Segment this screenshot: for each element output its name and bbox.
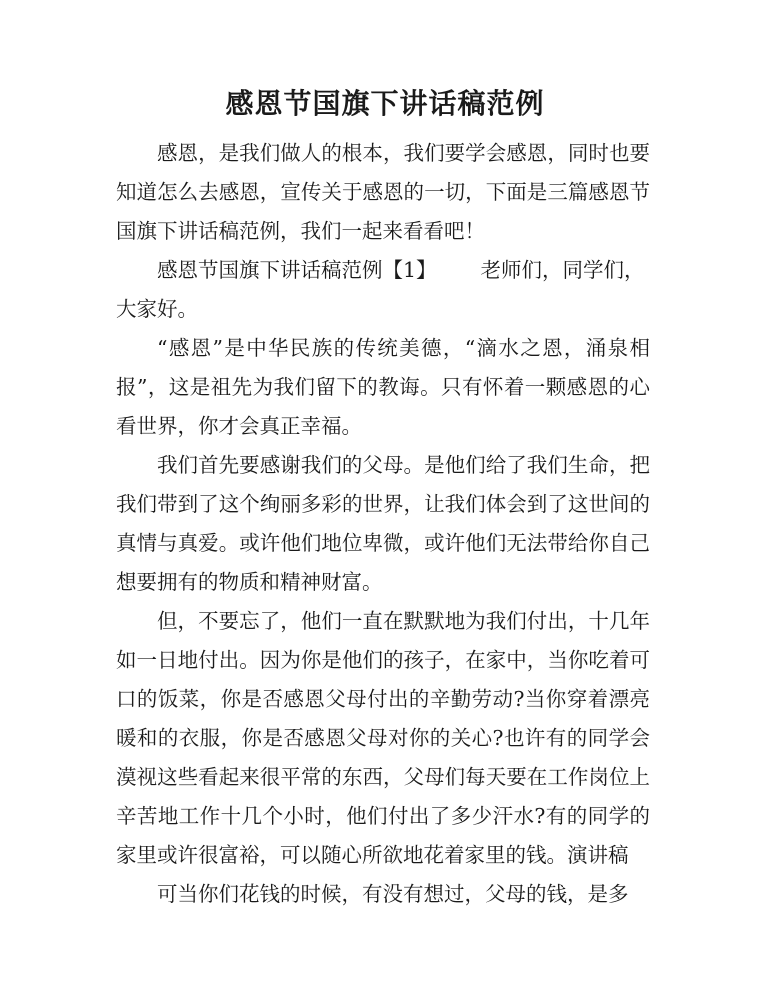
- paragraph-parents-sacrifice: 但，不要忘了，他们一直在默默地为我们付出，十几年如一日地付出。因为你是他们的孩子，在家中，当你吃着可口的饭菜，你是否感恩父母付出的辛勤劳动?当你穿着漂亮暖和的衣服，你是否感恩父母对你的关心?也许有的同学会漠视这些看起来很平常的东西，父母们每天要在工作岗位上辛苦地工作十几个小时，他们付出了多少汗水?有的同学的家里或许很富裕，可以随心所欲地花着家里的钱。演讲稿: [116, 609, 650, 867]
- paragraph-intro: 感恩，是我们做人的根本，我们要学会感恩，同时也要知道怎么去感恩，宣传关于感恩的一切，下面是三篇感恩节国旗下讲话稿范例，我们一起来看看吧！: [116, 141, 650, 243]
- section-heading: 感恩节国旗下讲话稿范例【1】: [157, 258, 437, 282]
- paragraph-spending-money: 可当你们花钱的时候，有没有想过，父母的钱，是多: [157, 882, 629, 906]
- document-title: 感恩节国旗下讲话稿范例: [225, 87, 545, 120]
- paragraph-thank-parents: 我们首先要感谢我们的父母。是他们给了我们生命，把我们带到了这个绚丽多彩的世界，让我们体会到了这世间的真情与真爱。或许他们地位卑微，或许他们无法带给你自己想要拥有的物质和精神财富。: [116, 453, 650, 594]
- document-body: [116, 134, 650, 914]
- paragraph-section-heading: [116, 251, 650, 329]
- greeting-text: 老师们，同学们，大家好。: [116, 258, 645, 321]
- paragraph-gratitude-virtue: “感恩”是中华民族的传统美德，“滴水之恩，涌泉相报”，这是祖先为我们留下的教诲。只有怀着一颗感恩的心看世界，你才会真正幸福。: [116, 336, 650, 438]
